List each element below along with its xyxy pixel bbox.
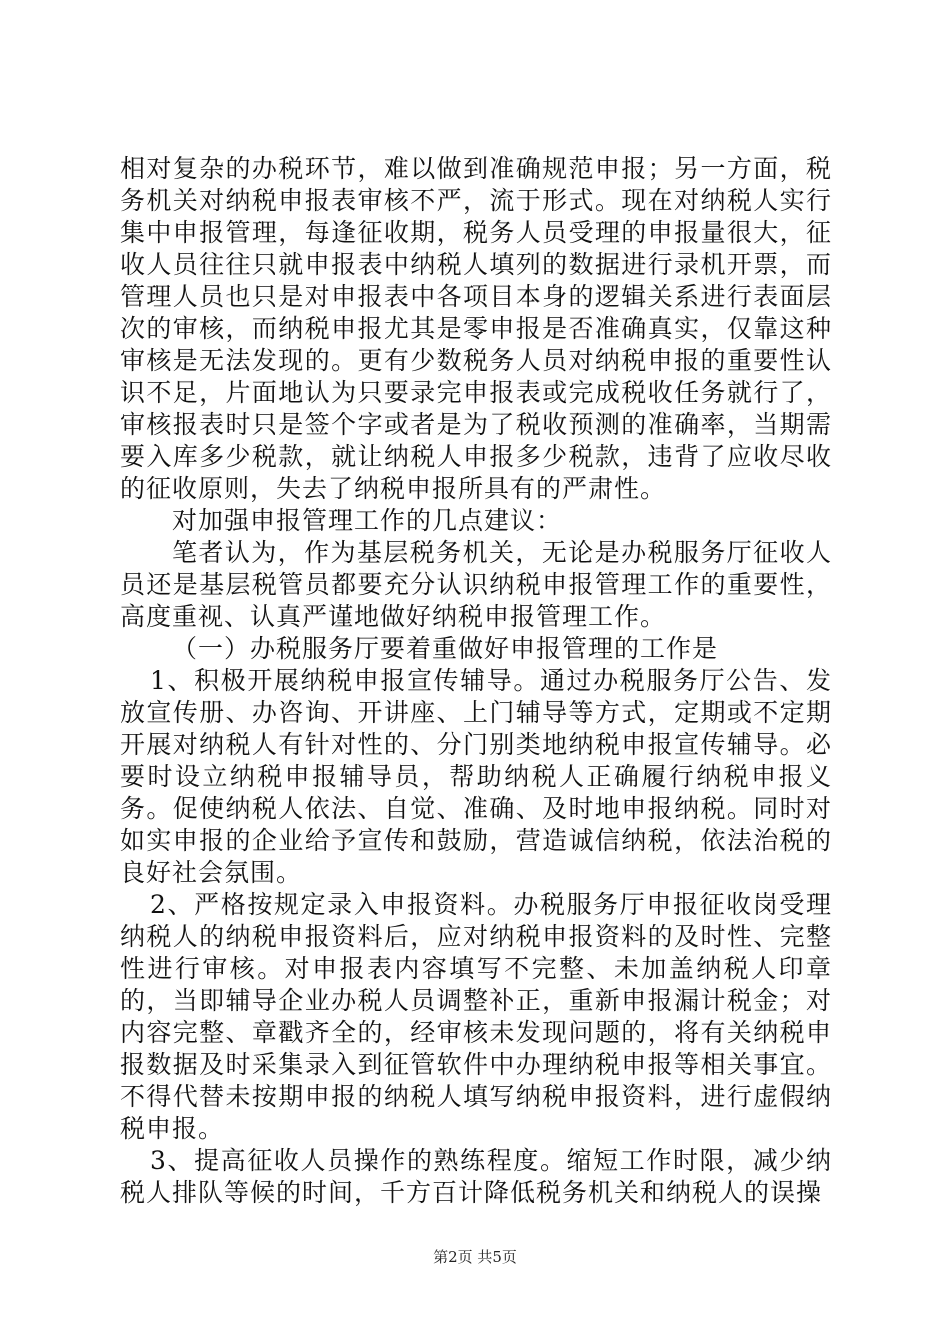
paragraph-item-3: 3、提高征收人员操作的熟练程度。缩短工作时限，减少纳税人排队等候的时间，千方百计降低税务机关和纳税人的误操 [120,1146,832,1207]
paragraph-item-1: 1、积极开展纳税申报宣传辅导。通过办税服务厅公告、发放宣传册、办咨询、开讲座、上门辅导等方式，定期或不定期开展对纳税人有针对性的、分门别类地纳税申报宣传辅导。必要时设立纳税申报辅导员，帮助纳税人正确履行纳税申报义务。促使纳税人依法、自觉、准确、及时地申报纳税。同时对如实申报的企业给予宣传和鼓励，营造诚信纳税，依法治税的良好社会氛围。 [120,666,832,887]
paragraph-author-opinion: 笔者认为，作为基层税务机关，无论是办税服务厅征收人员还是基层税管员都要充分认识纳税申报管理工作的重要性，高度重视、认真严谨地做好纳税申报管理工作。 [120,538,832,631]
paragraph-suggestions-heading: 对加强申报管理工作的几点建议： [172,506,563,535]
paragraph-continuation: 相对复杂的办税环节，难以做到准确规范申报；另一方面，税务机关对纳税申报表审核不严，流于形式。现在对纳税人实行集中申报管理，每逢征收期，税务人员受理的申报量很大，征收人员往往只就申报表中纳税人填列的数据进行录机开票，而管理人员也只是对申报表中各项目本身的逻辑关系进行表面层次的审核，而纳税申报尤其是零申报是否准确真实，仅靠这种审核是无法发现的。更有少数税务人员对纳税申报的重要性认识不足，片面地认为只要录完申报表或完成税收任务就行了，审核报表时只是签个字或者是为了税收预测的准确率，当期需要入库多少税款，就让纳税人申报多少税款，违背了应收尽收的征收原则，失去了纳税申报所具有的严肃性。 [120,154,832,503]
page-number-footer: 第2页 共5页 [433,1248,517,1266]
paragraph-item-2: 2、严格按规定录入申报资料。办税服务厅申报征收岗受理纳税人的纳税申报资料后，应对纳税申报资料的及时性、完整性进行审核。对申报表内容填写不完整、未加盖纳税人印章的，当即辅导企业办税人员调整补正，重新申报漏计税金；对内容完整、章戳齐全的，经审核未发现问题的，将有关纳税申报数据及时采集录入到征管软件中办理纳税申报等相关事宜。不得代替未按期申报的纳税人填写纳税申报资料，进行虚假纳税申报。 [120,890,832,1143]
document-body [120,153,832,1209]
section-heading-1: （一）办税服务厅要着重做好申报管理的工作是 [172,634,719,663]
